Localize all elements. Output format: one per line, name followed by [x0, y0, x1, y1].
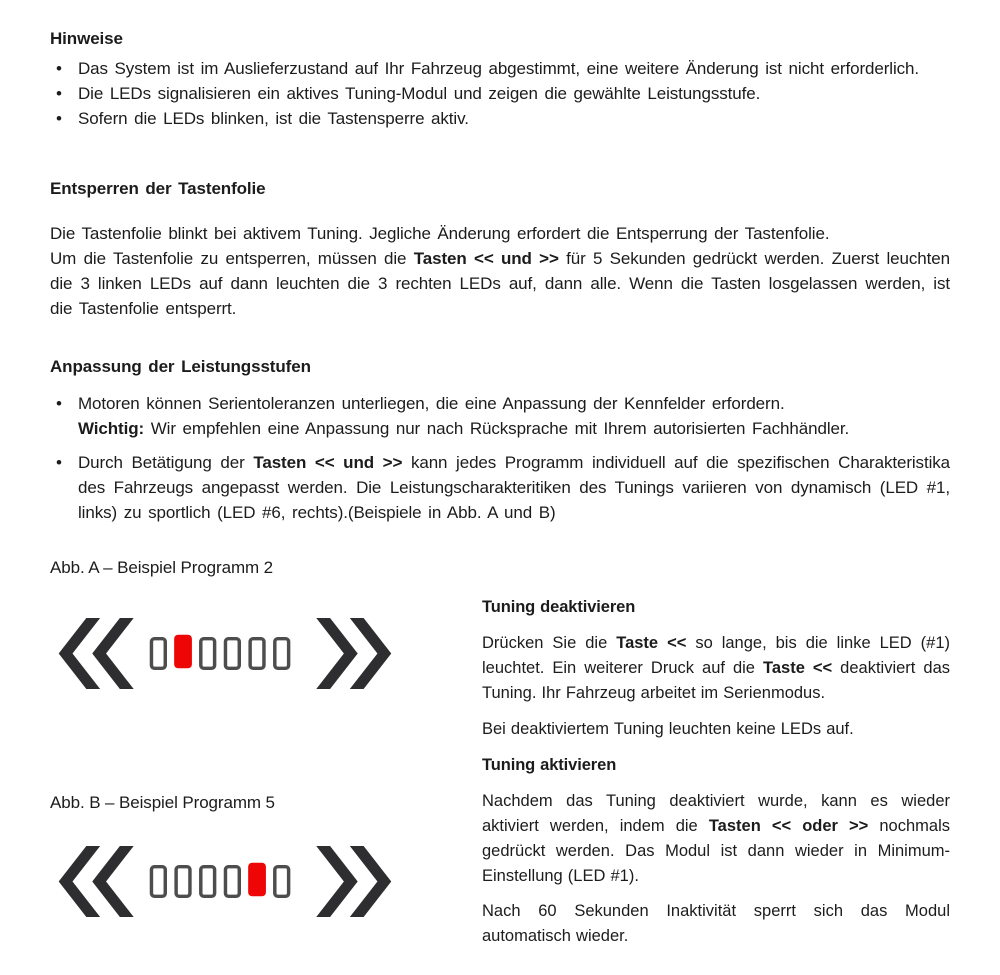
left-chevrons-icon	[92, 618, 133, 689]
section-entsperren	[50, 178, 950, 321]
bullet-item: • Durch Betätigung der Tasten << und >> kann jedes Programm individuell auf die spezifischen Charakteristika des Fahrzeugs angepasst werden. Die Leistungscharakteritiken des Tunings variieren von dynamisch (LED #1, links) zu sportlich (LED #6, rechts).(Beispiele in Abb. A und B)	[50, 450, 950, 525]
led-5-off	[250, 639, 264, 669]
heading-hinweise: Hinweise	[50, 29, 123, 48]
right-chevrons-icon	[316, 618, 357, 689]
led-display-icon	[54, 616, 392, 691]
led-2-off	[176, 867, 190, 897]
para-tuning-deaktivieren: Drücken Sie die Taste << so lange, bis die linke LED (#1) leuchtet. Ein weiterer Druck auf die Taste << deaktiviert das Tuning. Ihr Fahrzeug arbeitet im Serienmodus.	[482, 634, 950, 702]
led-4-off	[225, 639, 239, 669]
section-hinweise	[50, 28, 950, 131]
entsperren-instructions: Um die Tastenfolie zu entsperren, müssen die Tasten << und >> für 5 Sekunden gedrückt werden. Zuerst leuchten die 3 linken LEDs auf dann leuchten die 3 rechten LEDs auf, dann alle. Wenn die Tasten losgelassen werden, ist die Tastenfolie entsperrt.	[50, 249, 950, 318]
para-auto-lock: Nach 60 Sekunden Inaktivität sperrt sich das Modul automatisch wieder.	[482, 902, 950, 945]
led-1-off	[151, 639, 165, 669]
para-no-leds: Bei deaktiviertem Tuning leuchten keine LEDs auf.	[482, 720, 854, 738]
right-chevrons-icon	[316, 846, 357, 917]
led-display-icon	[54, 844, 392, 919]
led-2-on	[174, 635, 192, 669]
led-5-on	[248, 863, 266, 897]
bullet-item	[50, 391, 950, 441]
figure-b-led-display	[54, 844, 392, 924]
section-anpassung	[50, 356, 950, 525]
heading-entsperren: Entsperren der Tastenfolie	[50, 179, 266, 198]
bullet-item: • Die LEDs signalisieren ein aktives Tuning-Modul und zeigen die gewählte Leistungsstufe.	[50, 81, 950, 106]
led-4-off	[225, 867, 239, 897]
entsperren-intro: Die Tastenfolie blinkt bei aktivem Tuning. Jegliche Änderung erfordert die Entsperrung der Tastenfolie.	[50, 224, 830, 243]
figure-b-label: Abb. B – Beispiel Programm 5	[50, 793, 275, 812]
hinweise-bullet-list	[50, 56, 950, 131]
led-6-off	[275, 639, 289, 669]
heading-anpassung: Anpassung der Leistungsstufen	[50, 357, 311, 376]
wichtig-note: Wichtig: Wir empfehlen eine Anpassung nur nach Rücksprache mit Ihrem autorisierten Fachhändler.	[78, 419, 850, 438]
heading-tuning-deaktivieren: Tuning deaktivieren	[482, 598, 636, 616]
led-6-off	[275, 867, 289, 897]
right-column	[482, 597, 950, 949]
bullet-item: • Sofern die LEDs blinken, ist die Tastensperre aktiv.	[50, 106, 950, 131]
bullet-item: • Das System ist im Auslieferzustand auf Ihr Fahrzeug abgestimmt, eine weitere Änderung ist nicht erforderlich.	[50, 56, 950, 81]
anpassung-bullet-list	[50, 391, 950, 525]
figure-a-led-display	[54, 616, 392, 696]
led-3-off	[201, 867, 215, 897]
para-tuning-aktivieren: Nachdem das Tuning deaktiviert wurde, kann es wieder aktiviert werden, indem die Tasten << oder >> nochmals gedrückt werden. Das Modul ist dann wieder in Minimum-Einstellung (LED #1).	[482, 792, 950, 885]
left-chevrons-icon	[92, 846, 133, 917]
heading-tuning-aktivieren: Tuning aktivieren	[482, 756, 617, 774]
led-3-off	[201, 639, 215, 669]
figure-a-label: Abb. A – Beispiel Programm 2	[50, 558, 274, 577]
anpassung-bullet1-line1: • Motoren können Serientoleranzen unterliegen, die eine Anpassung der Kennfelder erfordern.	[78, 394, 785, 413]
led-1-off	[151, 867, 165, 897]
